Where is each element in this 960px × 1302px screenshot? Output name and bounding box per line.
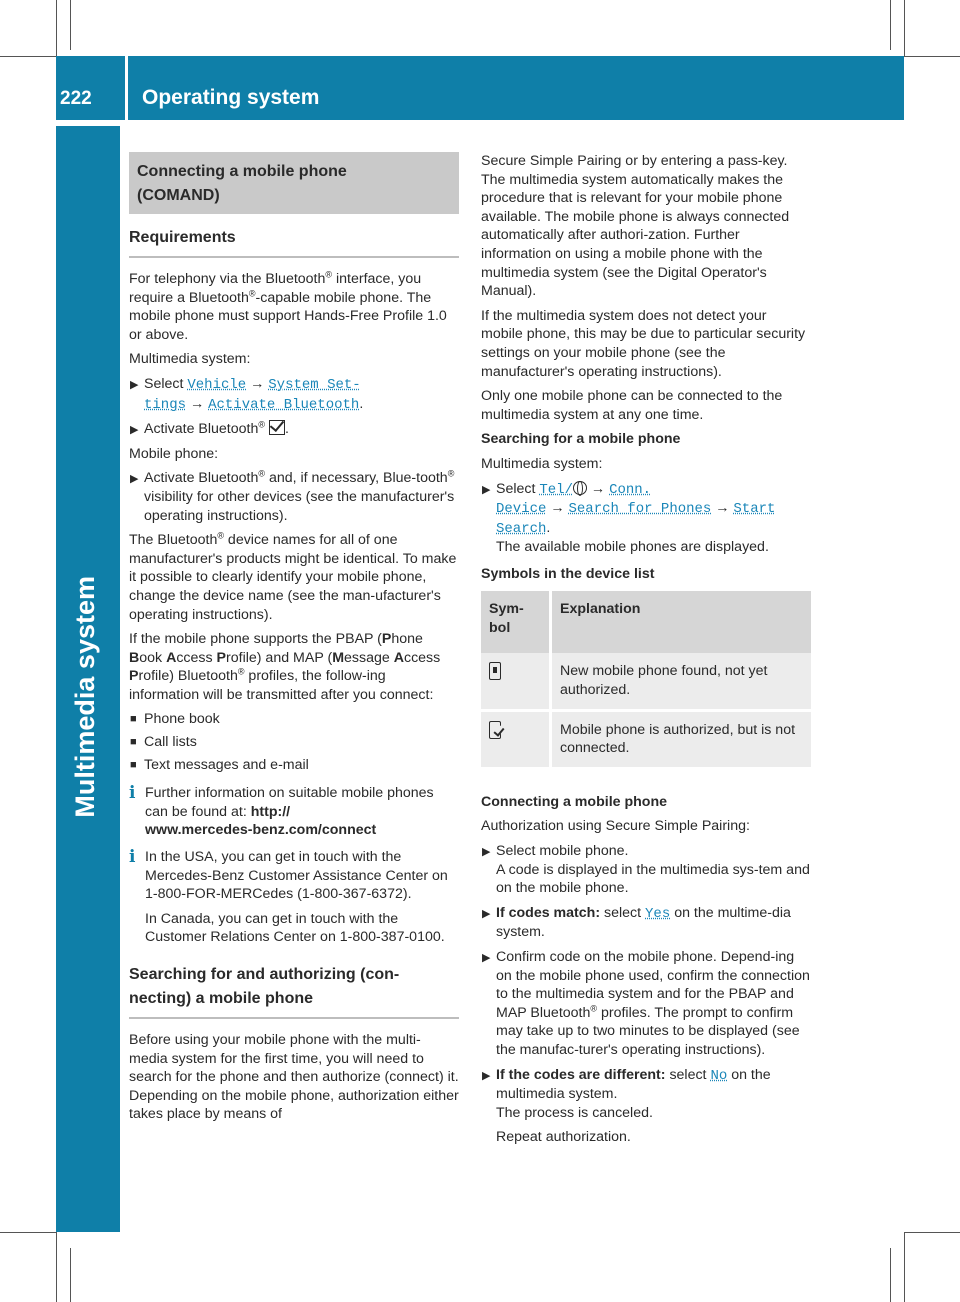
step-arrow-icon: ▶ bbox=[482, 952, 491, 964]
device-names-paragraph: The Bluetooth® device names for all of one manufacturer's products might be identical. To make it possible to clearly identify your mobile phone, change the device name (see the man-ufacturer's operating instructions). bbox=[129, 530, 457, 623]
crop-mark bbox=[56, 1232, 57, 1302]
chapter-heading-box bbox=[129, 152, 459, 214]
pbap-paragraph: If the mobile phone supports the PBAP (Phone Book Access Profile) and MAP (Message Access Profile) Bluetooth® profiles, the follow-ing information will be transmitted after you connect: bbox=[129, 631, 441, 703]
crop-mark bbox=[0, 56, 56, 57]
multimedia-label: Multimedia system: bbox=[129, 351, 251, 368]
crop-mark bbox=[70, 1248, 71, 1302]
chapter-tab-label: Multimedia system bbox=[70, 576, 100, 818]
multimedia-label: Multimedia system: bbox=[481, 455, 603, 472]
crop-mark bbox=[890, 1248, 891, 1302]
connecting-heading: Connecting a mobile phone bbox=[481, 793, 668, 810]
checkbox-checked-icon bbox=[269, 420, 285, 435]
step-codes-match: ▶ If codes match: select Yes on the multime-dia system. bbox=[482, 904, 791, 941]
bullet-icon: ■ bbox=[130, 736, 137, 749]
table-cell-explanation: Mobile phone is authorized, but is not connected. bbox=[551, 710, 812, 767]
menu-start-search-cont[interactable]: Search bbox=[496, 520, 547, 537]
searching-authorizing-heading: Searching for and authorizing (con-necting) a mobile phone bbox=[129, 963, 459, 1019]
pairing-paragraph: Secure Simple Pairing or by entering a pass-key. The multimedia system automatically makes the procedure that is relevant for your mobile phone available. The mobile phone is always connected automatically after authori-zation. Further information on using a mobile phone with the multimedia system (see the Digital Operator's Manual). bbox=[481, 153, 790, 300]
step-codes-different: ▶ If the codes are different: select No on the multimedia system. The process is canceled. Repeat authorization. bbox=[482, 1066, 771, 1146]
menu-start-search[interactable]: Start bbox=[733, 501, 776, 518]
mobile-phone-check-icon bbox=[489, 721, 501, 739]
search-phone-subheading: Searching for a mobile phone bbox=[481, 431, 681, 448]
menu-system-settings[interactable]: System Set- bbox=[268, 376, 361, 393]
crop-mark bbox=[70, 0, 71, 50]
before-using-paragraph: Before using your mobile phone with the multi-media system for the first time, you will need to search for the phone and then authorize (connect) it. Depending on the mobile phone, authorization either takes place by means of bbox=[129, 1032, 459, 1123]
menu-system-settings-cont[interactable]: tings bbox=[144, 396, 187, 413]
step-arrow-icon: ▶ bbox=[482, 1069, 491, 1082]
step-phone-visibility: ▶ Activate Bluetooth® and, if necessary, Blue-tooth® visibility for other devices (see the manufacturer's operating instructions). bbox=[130, 468, 455, 524]
crop-mark bbox=[56, 0, 57, 56]
info-note-contact: i In the USA, you can get in touch with the Mercedes-Benz Customer Assistance Center on 1-800-FOR-MERCedes (1-800-367-6372). In Canada, you can get in touch with the Customer Relations Center on 1-800-387-0100. bbox=[129, 847, 448, 946]
menu-connect-device[interactable]: Conn. bbox=[609, 481, 652, 498]
authorization-label: Authorization using Secure Simple Pairing: bbox=[481, 818, 750, 835]
menu-tel[interactable]: Tel/ bbox=[539, 481, 573, 498]
table-cell-symbol bbox=[481, 653, 551, 710]
step-arrow-icon: ▶ bbox=[130, 473, 139, 486]
page-header bbox=[56, 56, 904, 120]
menu-search-for-phones[interactable]: Search for Phones bbox=[568, 501, 712, 518]
list-item: ■ Call lists bbox=[130, 734, 197, 751]
only-one-paragraph: Only one mobile phone can be connected to the multimedia system at any one time. bbox=[481, 388, 783, 423]
bullet-icon: ■ bbox=[130, 713, 137, 726]
info-note-website: i Further information on suitable mobile phones can be found at: http:// www.mercedes-benz.com/connect bbox=[129, 783, 434, 839]
table-header-explanation: Explanation bbox=[551, 591, 812, 653]
step-confirm-code: ▶ Confirm code on the mobile phone. Depend-ing on the mobile phone used, confirm the connection to the multimedia system and for the PBAP and MAP Bluetooth® profiles. The prompt to confirm may take up to two minutes to be displayed (see the manufac-turer's operating instructions). bbox=[482, 949, 810, 1058]
menu-vehicle[interactable]: Vehicle bbox=[187, 376, 247, 393]
table-header-symbol: Sym- bol bbox=[481, 591, 551, 653]
crop-mark bbox=[890, 0, 891, 50]
globe-icon bbox=[573, 481, 587, 495]
requirements-heading: Requirements bbox=[129, 226, 459, 258]
crop-mark bbox=[904, 1232, 960, 1233]
right-column bbox=[481, 152, 811, 1153]
section-title: Operating system bbox=[142, 86, 320, 109]
list-item: ■ Text messages and e-mail bbox=[130, 756, 309, 773]
step-arrow-icon: ▶ bbox=[130, 424, 139, 437]
device-symbol-table bbox=[481, 591, 811, 766]
no-option[interactable]: No bbox=[710, 1067, 728, 1084]
yes-option[interactable]: Yes bbox=[645, 905, 671, 922]
table-cell-explanation: New mobile phone found, not yet authorized. bbox=[551, 653, 812, 710]
step-arrow-icon: ▶ bbox=[482, 846, 491, 859]
step-arrow-icon: ▶ bbox=[482, 483, 491, 496]
symbols-heading: Symbols in the device list bbox=[481, 565, 655, 582]
chapter-tab bbox=[56, 126, 120, 1232]
info-icon: i bbox=[129, 847, 136, 868]
crop-mark bbox=[904, 1232, 905, 1302]
step-search-phones: ▶ Select Tel/ → Conn. Device → Search for Phones → Start Search. The available mobile phones are displayed. bbox=[482, 480, 776, 556]
chapter-heading-line2: (COMAND) bbox=[137, 187, 220, 204]
left-column bbox=[129, 152, 459, 1130]
menu-activate-bluetooth[interactable]: Activate Bluetooth bbox=[208, 396, 360, 413]
header-divider bbox=[125, 56, 128, 120]
table-cell-symbol bbox=[481, 710, 551, 767]
mobile-phone-icon bbox=[489, 662, 501, 680]
chapter-heading-line1: Connecting a mobile phone bbox=[137, 163, 347, 180]
step-select-mobile-phone: ▶ Select mobile phone. A code is displayed in the multimedia sys-tem and on the mobile phone. bbox=[482, 843, 810, 897]
step-arrow-icon: ▶ bbox=[130, 378, 139, 391]
step-select-vehicle: ▶ Select Vehicle → System Set- tings → Activate Bluetooth. bbox=[130, 375, 364, 413]
bullet-icon: ■ bbox=[130, 758, 137, 771]
list-item: ■ Phone book bbox=[130, 711, 220, 728]
website-link[interactable]: http:// www.mercedes-benz.com/connect bbox=[145, 803, 377, 839]
mobile-label: Mobile phone: bbox=[129, 445, 219, 462]
page-number: 222 bbox=[60, 88, 92, 109]
step-arrow-icon: ▶ bbox=[482, 907, 491, 920]
menu-connect-device-cont[interactable]: Device bbox=[496, 501, 547, 518]
crop-mark bbox=[904, 56, 960, 57]
info-icon: i bbox=[129, 783, 136, 804]
requirements-paragraph: For telephony via the Bluetooth® interface, you require a Bluetooth®-capable mobile phone. The mobile phone must support Hands-Free Profile 1.0 or above. bbox=[129, 269, 447, 343]
crop-mark bbox=[904, 0, 905, 56]
step-activate-bluetooth: ▶ Activate Bluetooth® . bbox=[129, 420, 459, 439]
table-header-row bbox=[481, 591, 811, 653]
table-row bbox=[481, 710, 811, 767]
table-row bbox=[481, 653, 811, 710]
crop-mark bbox=[0, 1232, 56, 1233]
detect-paragraph: If the multimedia system does not detect your mobile phone, this may be due to particular security settings on your mobile phone (see the manufacturer's operating instructions). bbox=[481, 307, 806, 380]
